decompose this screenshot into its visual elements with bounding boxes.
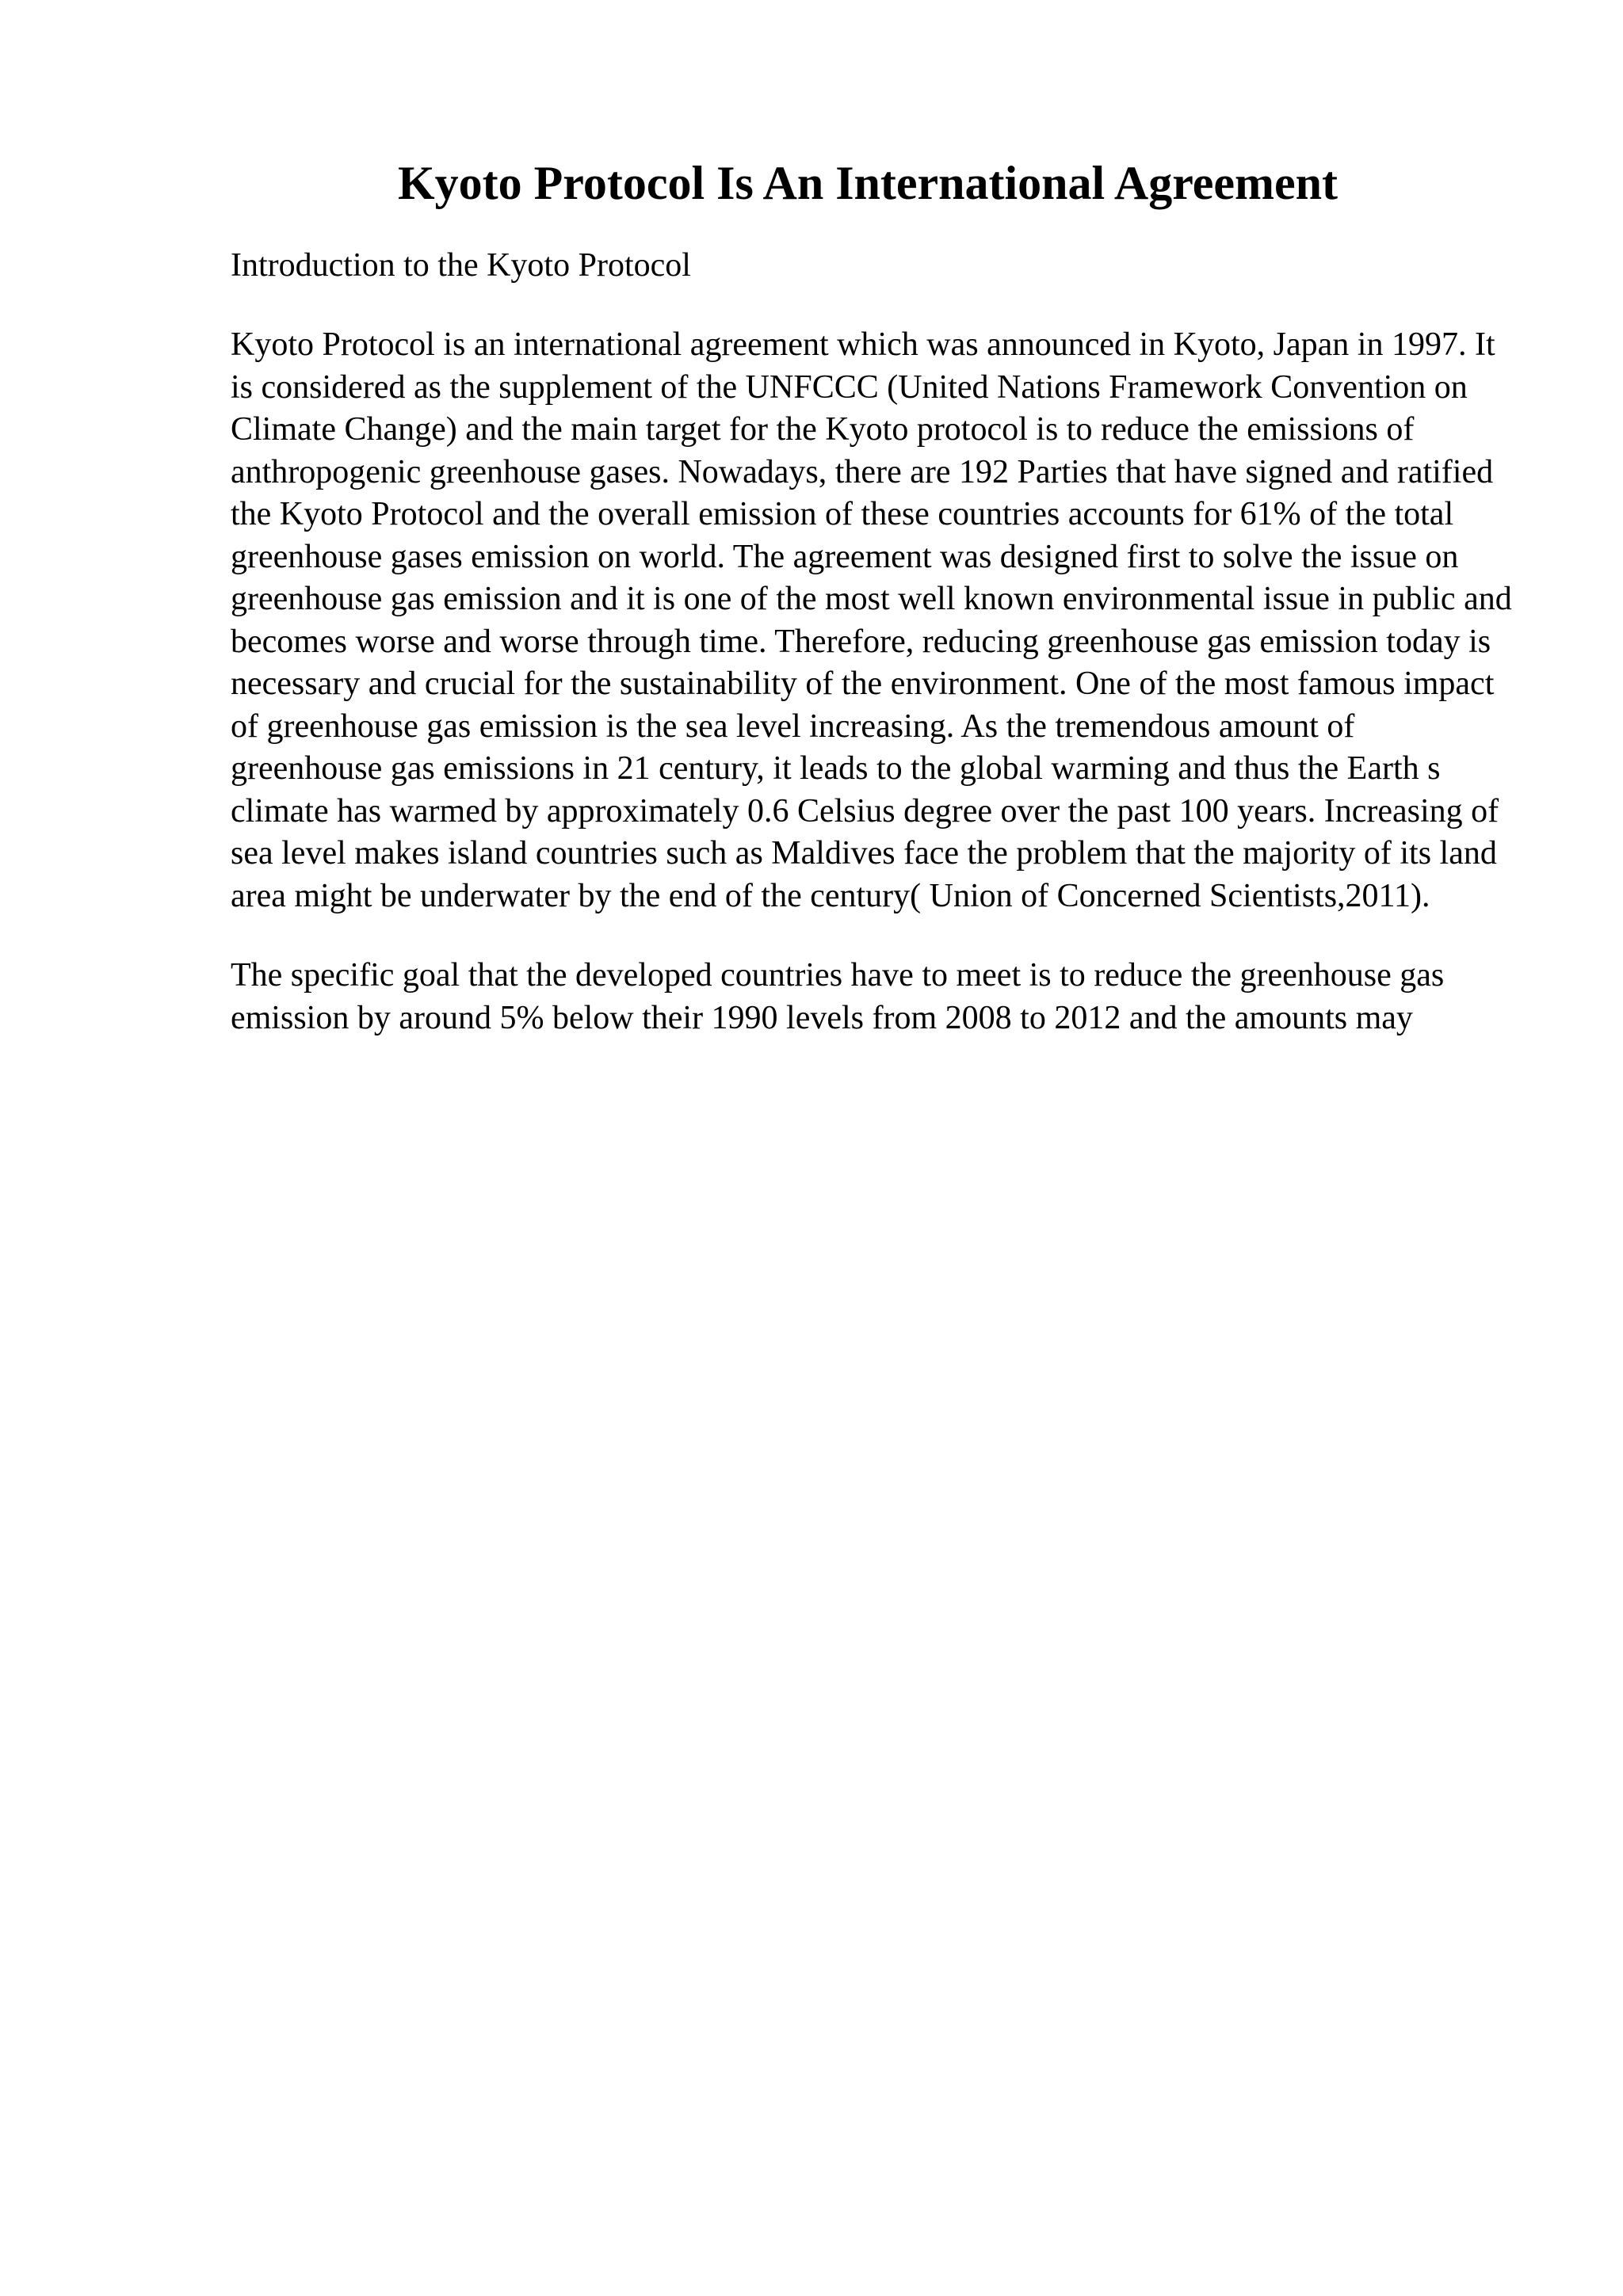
document-body [231, 244, 1514, 1077]
paragraph-specific-goal: The specific goal that the developed countries have to meet is to reduce the greenhouse gas emission by around 5% below their 1990 levels from 2008 to 2012 and the amounts may [231, 957, 1445, 1036]
document-title: Kyoto Protocol Is An International Agreement [397, 157, 1338, 209]
paragraph-intro: Kyoto Protocol is an international agreement which was announced in Kyoto, Japan in 1997. It is considered as the supplement of the UNFCCC (United Nations Framework Convention on Climate Change) and the main target for the Kyoto protocol is to reduce the emissions of anthropogenic greenhouse gases. Nowadays, there are 192 Parties that have signed and ratified the Kyoto Protocol and the overall emission of these countries accounts for 61% of the total greenhouse gases emission on world. The agreement was designed first to solve the issue on greenhouse gas emission and it is one of the most well known environmental issue in public and becomes worse and worse through time. Therefore, reducing greenhouse gas emission today is necessary and crucial for the sustainability of the environment. One of the most famous impact of greenhouse gas emission is the sea level increasing. As the tremendous amount of greenhouse gas emissions in 21 century, it leads to the global warming and thus the Earth s climate has warmed by approximately 0.6 Celsius degree over the past 100 years. Increasing of sea level makes island countries such as Maldives face the problem that the majority of its land area might be underwater by the end of the century( Union of Concerned Scientists,2011). [231, 326, 1512, 914]
intro-heading: Introduction to the Kyoto Protocol [231, 247, 691, 284]
